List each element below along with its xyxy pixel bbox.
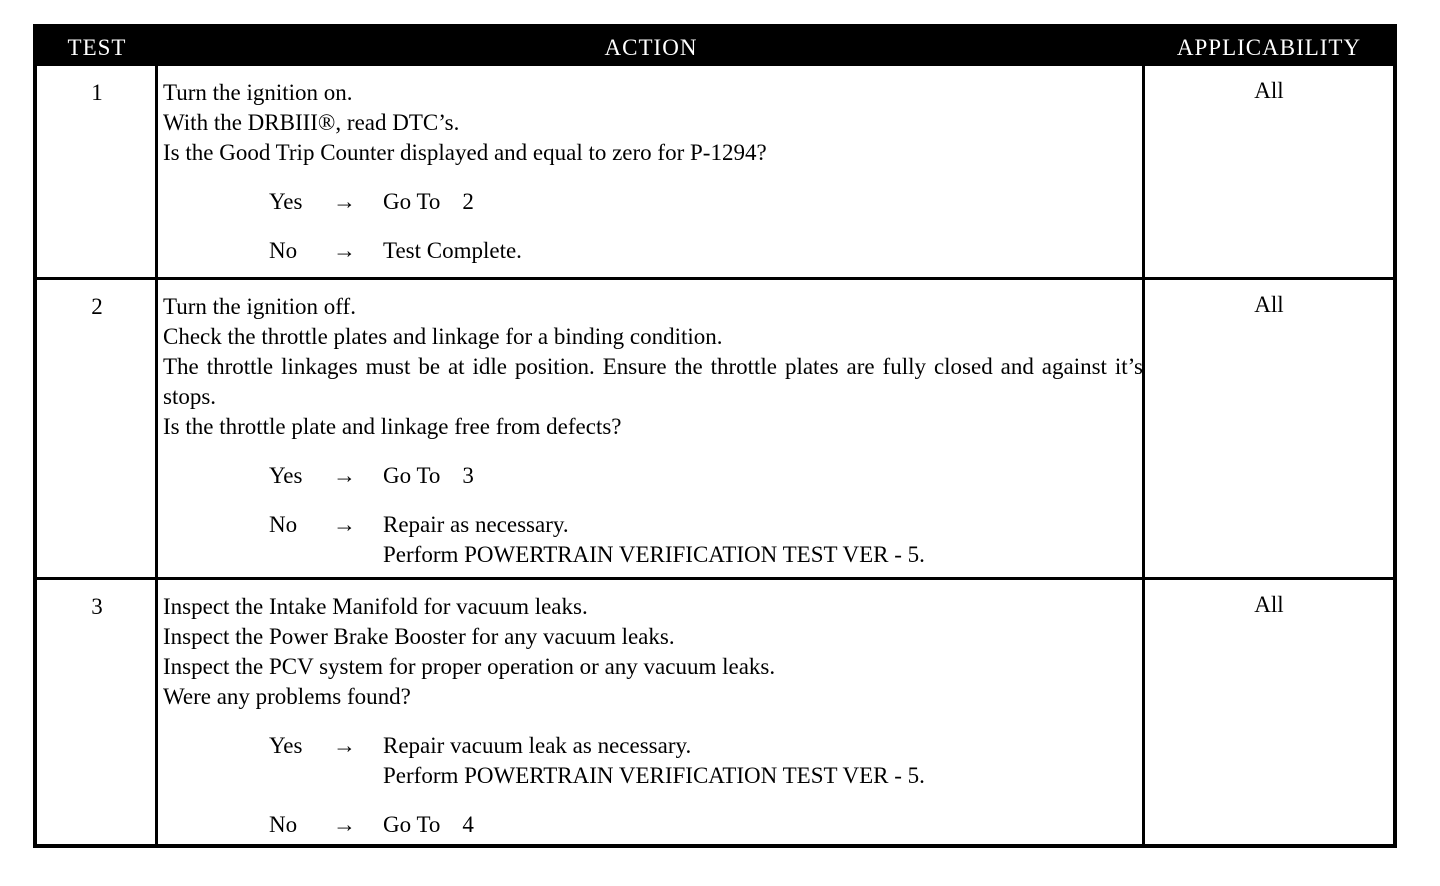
action-line: Turn the ignition off. [163, 294, 356, 319]
applicability-value: All [1254, 592, 1284, 617]
arrow-icon: → [333, 812, 356, 837]
yes-result: Repair vacuum leak as necessary. [383, 733, 692, 758]
no-result-detail: Perform POWERTRAIN VERIFICATION TEST VER - 5. [383, 542, 925, 567]
no-branch [163, 236, 1143, 266]
goto-label: Go To [383, 463, 441, 488]
no-label: No [269, 512, 298, 537]
table-row [37, 280, 1393, 577]
action-line: Check the throttle plates and linkage for a binding condition. [163, 324, 723, 349]
yes-result [383, 461, 474, 491]
action-line: Is the throttle plate and linkage free from defects? [163, 414, 622, 439]
goto-label: Go To [383, 812, 441, 837]
no-label: No [269, 812, 298, 837]
no-label: No [269, 238, 298, 263]
action-line: Inspect the PCV system for proper operation or any vacuum leaks. [163, 654, 776, 679]
test-number: 2 [91, 294, 103, 319]
applicability-value: All [1254, 292, 1284, 317]
arrow-icon: → [333, 733, 356, 758]
action-cell [163, 78, 1143, 266]
no-branch [163, 810, 1143, 840]
action-line: With the DRBIII®, read DTC’s. [163, 110, 460, 135]
action-line: Is the Good Trip Counter displayed and equal to zero for P-1294? [163, 140, 767, 165]
table-row [37, 580, 1393, 848]
header-action: ACTION [604, 35, 698, 60]
goto-number: 3 [462, 463, 474, 488]
no-branch [163, 510, 1143, 570]
no-result [383, 810, 474, 840]
diagnostic-test-table [33, 24, 1397, 848]
yes-label: Yes [269, 463, 303, 488]
yes-label: Yes [269, 733, 303, 758]
arrow-icon: → [333, 463, 356, 488]
yes-branch [163, 187, 1143, 217]
test-number: 3 [91, 594, 103, 619]
table-header [37, 28, 1393, 66]
action-line: Inspect the Intake Manifold for vacuum leaks. [163, 594, 588, 619]
goto-number: 4 [462, 812, 474, 837]
applicability-value: All [1254, 78, 1284, 103]
action-line: Inspect the Power Brake Booster for any vacuum leaks. [163, 624, 675, 649]
no-result: Test Complete. [383, 238, 522, 263]
yes-result-detail: Perform POWERTRAIN VERIFICATION TEST VER - 5. [383, 763, 925, 788]
arrow-icon: → [333, 238, 356, 263]
no-result: Repair as necessary. [383, 512, 569, 537]
action-line: Were any problems found? [163, 684, 411, 709]
yes-branch [163, 461, 1143, 491]
goto-number: 2 [462, 189, 474, 214]
arrow-icon: → [333, 512, 356, 537]
header-test: TEST [67, 35, 127, 60]
action-line: The throttle linkages must be at idle position. Ensure the throttle plates are fully closed and against it’s stops. [163, 354, 1143, 409]
arrow-icon: → [333, 189, 356, 214]
header-applicability: APPLICABILITY [1176, 35, 1362, 60]
action-cell [163, 592, 1143, 840]
goto-label: Go To [383, 189, 441, 214]
test-number: 1 [91, 80, 103, 105]
yes-branch [163, 731, 1143, 791]
yes-label: Yes [269, 189, 303, 214]
yes-result [383, 187, 474, 217]
table-row [37, 66, 1393, 277]
action-line: Turn the ignition on. [163, 80, 353, 105]
action-cell [163, 292, 1143, 570]
